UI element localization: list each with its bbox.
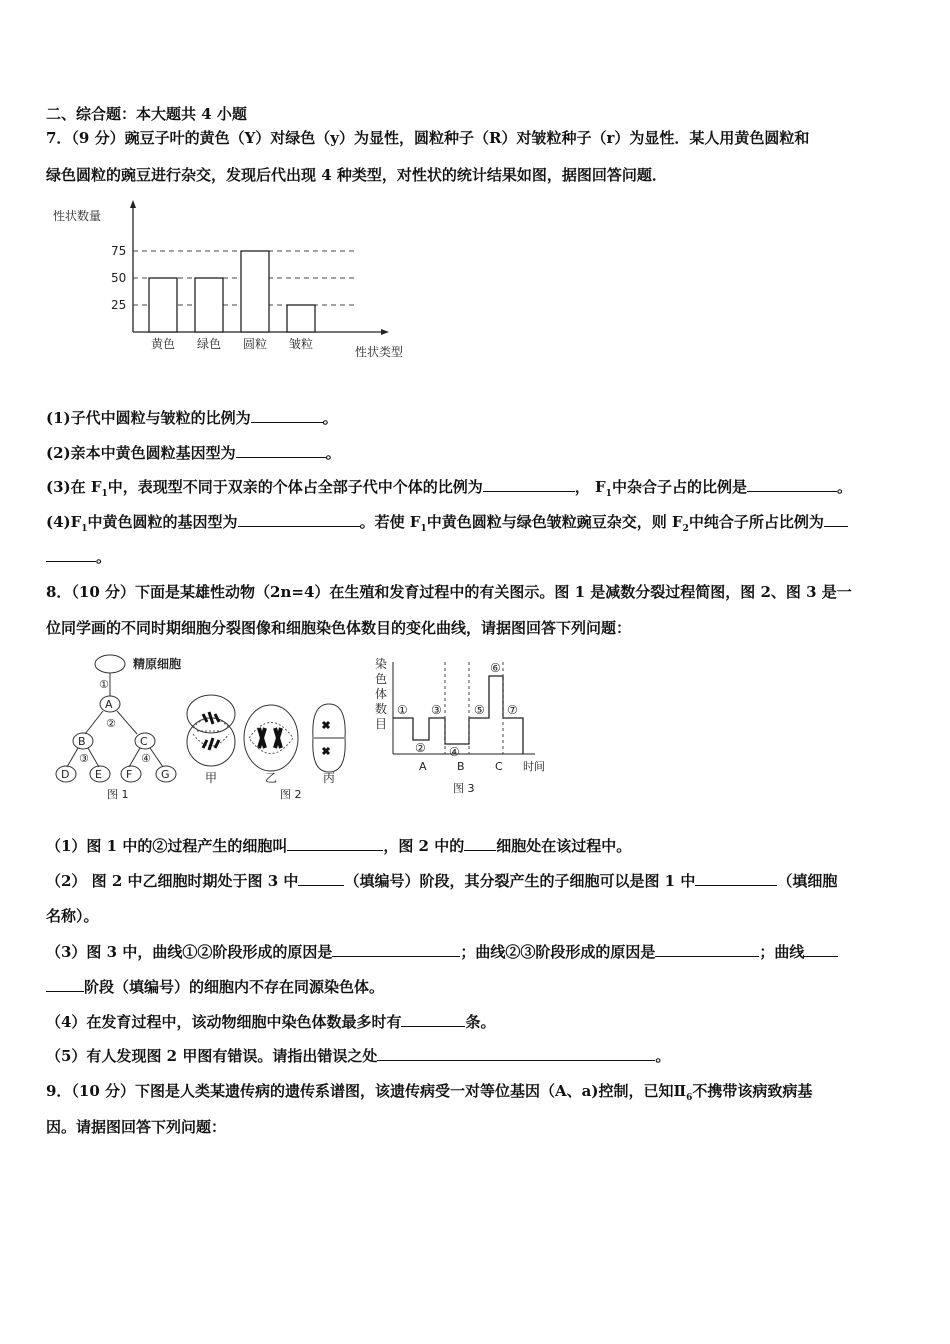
branch-line <box>85 711 103 734</box>
subscript: 6 <box>686 1093 693 1103</box>
xtick-label: 圆粒 <box>242 337 268 351</box>
spindle-fibers <box>249 723 293 754</box>
branch-line <box>150 748 163 767</box>
q7-sub4-e: 中纯合子所占比例为 <box>688 513 824 531</box>
step-2: ② <box>106 717 116 730</box>
q8-sub5 <box>46 1046 670 1066</box>
answer-blank[interactable] <box>236 443 326 458</box>
q7-sub3-b: 中，表现型不同于双亲的个体占全部子代中个体的比例为 <box>107 478 483 496</box>
subscript: 1 <box>605 489 612 499</box>
stage-6: ⑥ <box>490 661 501 675</box>
q7-sub4 <box>46 512 848 539</box>
answer-blank[interactable] <box>298 871 344 886</box>
q7-stem-line1: 7．（9 分）豌豆子叶的黄色（Y）对绿色（y）为显性，圆粒种子（R）对皱粒种子（r）为显性．某人用黄色圆粒和 <box>46 129 810 147</box>
subscript: 1 <box>81 524 88 534</box>
q8-sub3 <box>46 942 838 962</box>
q8-sub5-a: （5）有人发现图 2 甲图有错误。请指出错误之处 <box>46 1047 378 1065</box>
xtick-label: 绿色 <box>196 337 222 351</box>
q8-sub4 <box>46 1012 495 1032</box>
answer-blank[interactable] <box>695 871 777 886</box>
q8-figure-1 <box>45 652 195 802</box>
answer-blank[interactable] <box>483 477 575 492</box>
y-axis-arrow <box>130 200 136 208</box>
stage-7: ⑦ <box>507 703 518 717</box>
node-a-label: A <box>105 698 113 711</box>
q7-sub3-a: (3)在 F <box>46 478 102 496</box>
answer-blank[interactable] <box>251 408 323 423</box>
stage-3: ③ <box>431 703 442 717</box>
subscript: 1 <box>420 524 427 534</box>
q7-sub3 <box>46 477 852 504</box>
q7-sub4-end: 。 <box>96 548 112 566</box>
fig3-ylabel-char: 数 <box>375 702 388 716</box>
stage-5: ⑤ <box>474 703 485 717</box>
q8-sub2-c: （填细胞 <box>777 872 838 890</box>
q8-sub2-a: （2） 图 2 中乙细胞时期处于图 3 中 <box>46 872 299 890</box>
ytick-label: 25 <box>111 298 127 312</box>
answer-blank[interactable] <box>287 836 383 851</box>
answer-blank[interactable] <box>747 477 837 492</box>
q7-sub3-d: 中杂合子占的比例是 <box>611 478 747 496</box>
answer-blank[interactable] <box>655 942 759 957</box>
q8-sub2-cont: 名称）。 <box>46 907 99 925</box>
q7-bar-chart <box>45 198 465 368</box>
branch-line <box>129 748 140 767</box>
q7-stem-line2: 绿色圆粒的豌豆进行杂交，发现后代出现 4 种类型，对性状的统计结果如图，据图回答问题． <box>46 166 667 184</box>
q8-sub4-a: （4）在发育过程中，该动物细胞中染色体数最多时有 <box>46 1013 402 1031</box>
answer-blank[interactable] <box>377 1046 655 1061</box>
q9-line1-a: 9．（10 分）下图是人类某遗传病的遗传系谱图，该遗传病受一对等位基因（A、a)控制，已知Ⅱ <box>46 1082 687 1100</box>
step-4: ④ <box>141 752 151 765</box>
spermatogonium-cell <box>95 655 125 673</box>
q7-sub2 <box>46 443 341 463</box>
fig3-ylabel-char: 体 <box>375 687 388 701</box>
ytick-label: 50 <box>111 271 127 285</box>
q7-sub4-cont <box>46 547 111 567</box>
q8-figure-2 <box>183 652 353 802</box>
ytick-label: 75 <box>111 244 127 258</box>
q8-sub3-b: ；曲线②③阶段形成的原因是 <box>460 943 656 961</box>
cell-label-bing: 丙 <box>323 771 336 785</box>
chart-ylabel: 性状数量 <box>53 209 102 223</box>
step-1: ① <box>99 678 109 691</box>
xtick-b: B <box>457 760 465 773</box>
cell-yi-outline <box>244 705 298 771</box>
subscript: 1 <box>101 489 108 499</box>
fig3-ylabel-char: 染 <box>375 657 388 671</box>
stage-4: ④ <box>449 745 460 759</box>
cell-label-jia: 甲 <box>205 771 218 785</box>
q7-sub1-end: 。 <box>322 409 338 427</box>
q8-sub2-b: （填编号）阶段，其分裂产生的子细胞可以是图 1 中 <box>344 872 696 890</box>
fig3-ylabel-char: 目 <box>375 717 388 731</box>
q8-sub5-b: 。 <box>655 1047 671 1065</box>
xtick-a: A <box>419 760 427 773</box>
answer-blank[interactable] <box>46 977 84 992</box>
fig3-ylabel-char: 色 <box>375 672 388 686</box>
q7-sub4-b: 中黄色圆粒的基因型为 <box>87 513 238 531</box>
q8-sub1-b: ，图 2 中的 <box>383 837 465 855</box>
bar-3 <box>287 305 315 332</box>
q8-sub1-c: 细胞处在该过程中。 <box>496 837 632 855</box>
q8-sub3-a: （3）图 3 中，曲线①②阶段形成的原因是 <box>46 943 333 961</box>
branch-line <box>117 711 137 734</box>
cell-label-yi: 乙 <box>265 771 278 785</box>
q8-sub1 <box>46 836 631 856</box>
q7-sub2-end: 。 <box>325 444 341 462</box>
q7-sub3-end: 。 <box>836 478 852 496</box>
step-3: ③ <box>79 752 89 765</box>
q7-sub1 <box>46 408 338 428</box>
node-c-label: C <box>140 735 148 748</box>
bar-2 <box>241 251 269 332</box>
stage-1: ① <box>397 703 408 717</box>
stage-2: ② <box>415 741 426 755</box>
q9-stem-line1 <box>46 1081 812 1108</box>
fig1-top-label: 精原细胞 <box>133 657 182 671</box>
xtick-label: 皱粒 <box>288 337 314 351</box>
fig1-caption: 图 1 <box>107 788 129 801</box>
q9-stem-line2: 因。请据图回答下列问题： <box>46 1118 227 1136</box>
q8-sub3-d: 阶段（填编号）的细胞内不存在同源染色体。 <box>84 978 385 996</box>
answer-blank[interactable] <box>401 1012 465 1027</box>
chromosomes <box>259 728 281 748</box>
q8-sub3-cont <box>46 977 384 997</box>
answer-blank[interactable] <box>824 512 848 527</box>
q7-sub4-d: 中黄色圆粒与绿色皱粒豌豆杂交，则 F <box>426 513 683 531</box>
q7-sub4-c: 。若使 F <box>359 513 421 531</box>
bar-0 <box>149 278 177 332</box>
q7-sub2-text: (2)亲本中黄色圆粒基因型为 <box>46 444 236 462</box>
q8-sub4-b: 条。 <box>465 1013 496 1031</box>
cell-bing-outline <box>313 704 345 772</box>
q8-sub3-c: ；曲线 <box>759 943 805 961</box>
answer-blank[interactable] <box>238 512 360 527</box>
bar-1 <box>195 278 223 332</box>
q8-stem-line2: 位同学画的不同时期细胞分裂图像和细胞染色体数目的变化曲线，请据图回答下列问题： <box>46 619 632 637</box>
fig3-xlabel: 时间 <box>523 760 545 773</box>
subscript: 2 <box>682 524 689 534</box>
node-f-label: F <box>126 768 133 781</box>
answer-blank[interactable] <box>804 942 838 957</box>
xtick-c: C <box>495 760 503 773</box>
fig3-caption: 图 3 <box>453 782 475 795</box>
node-g-label: G <box>161 768 170 781</box>
q8-figure-3 <box>365 652 565 802</box>
answer-blank[interactable] <box>46 547 96 562</box>
q8-stem-line1: 8．（10 分）下面是某雄性动物（2n=4）在生殖和发育过程中的有关图示。图 1 是减数分裂过程简图，图 2、图 3 是一 <box>46 583 852 601</box>
q9-line1-b: 不携带该病致病基 <box>692 1082 813 1100</box>
answer-blank[interactable] <box>464 836 496 851</box>
xtick-label: 黄色 <box>150 337 176 351</box>
section-title: 二、综合题：本大题共 4 小题 <box>46 105 247 123</box>
branch-line <box>88 748 99 767</box>
q7-sub1-text: (1)子代中圆粒与皱粒的比例为 <box>46 409 251 427</box>
q7-sub3-c: ， F <box>574 478 606 496</box>
node-e-label: E <box>95 768 102 781</box>
node-d-label: D <box>61 768 70 781</box>
q8-sub1-a: （1）图 1 中的②过程产生的细胞叫 <box>46 837 288 855</box>
chart-xlabel: 性状类型 <box>355 345 404 359</box>
q7-sub4-a: (4)F <box>46 513 82 531</box>
x-axis-arrow <box>381 329 389 335</box>
node-b-label: B <box>78 735 86 748</box>
branch-line <box>67 748 78 767</box>
fig2-caption: 图 2 <box>280 788 302 801</box>
q8-sub2 <box>46 871 837 891</box>
answer-blank[interactable] <box>332 942 460 957</box>
